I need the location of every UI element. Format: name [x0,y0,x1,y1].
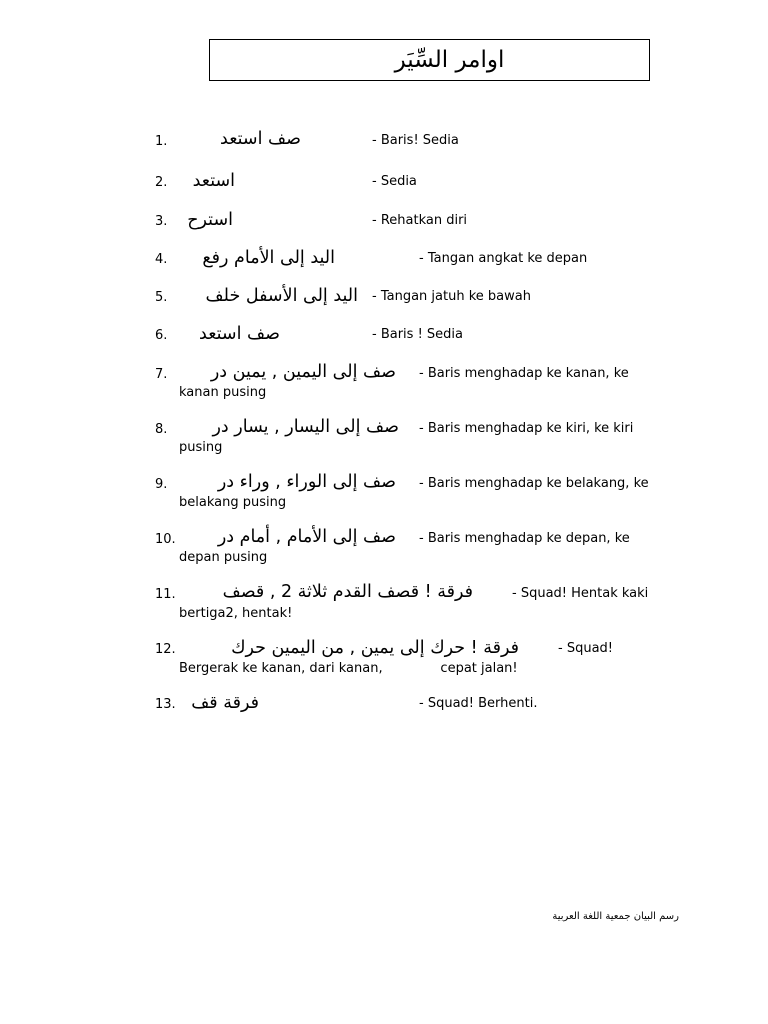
arabic-command: استرح [187,210,233,230]
malay-translation: - Sedia [372,174,417,189]
item-number: 7. [155,367,168,382]
item-number: 10. [155,532,176,547]
item-number: 1. [155,134,168,149]
malay-translation: - Tangan angkat ke depan [419,251,588,266]
malay-translation-continued: depan pusing [179,550,268,565]
malay-translation: - Baris menghadap ke kiri, ke kiri [419,421,634,436]
malay-translation-continued: belakang pusing [179,495,287,510]
malay-translation-continued: kanan pusing [179,385,267,400]
item-number: 9. [155,477,168,492]
item-number: 12. [155,642,176,657]
malay-translation-continued: pusing [179,440,223,455]
arabic-command: فرقة قف [191,693,259,713]
malay-translation: - Squad! [558,641,613,656]
arabic-command: اليد إلى الأمام رفع [202,248,335,268]
malay-translation: - Baris menghadap ke belakang, ke [419,476,649,491]
page-title: اوامر السِّيَر [394,47,505,73]
arabic-command: صف إلى اليمين , يمين در [210,362,396,382]
item-number: 6. [155,328,168,343]
malay-translation: - Baris menghadap ke depan, ke [419,531,630,546]
malay-translation: - Tangan jatuh ke bawah [372,289,531,304]
malay-translation: - Rehatkan diri [372,213,468,228]
malay-translation: - Baris menghadap ke kanan, ke [419,366,629,381]
malay-translation-continued: Bergerak ke kanan, dari kanan, cepat jalan! [179,661,518,676]
footer-credit: رسم البيان جمعية اللغة العربية [552,911,679,922]
arabic-command: اليد إلى الأسفل خلف [205,286,358,306]
malay-translation: - Baris! Sedia [372,133,459,148]
arabic-command: استعد [192,171,235,191]
arabic-command: فرقة ! حرك إلى يمين , من اليمين حرك [231,638,519,658]
malay-translation-continued: bertiga2, hentak! [179,606,293,621]
arabic-command: صف إلى الأمام , أمام در [217,527,396,547]
title-box [209,39,650,81]
malay-translation: - Baris ! Sedia [372,327,463,342]
malay-translation: - Squad! Hentak kaki [512,586,649,601]
arabic-command: صف استعد [220,129,301,149]
item-number: 11. [155,587,176,602]
item-number: 13. [155,697,176,712]
item-number: 4. [155,252,168,267]
item-number: 5. [155,290,168,305]
arabic-command: صف إلى اليسار , يسار در [212,417,399,437]
item-number: 8. [155,422,168,437]
arabic-command: فرقة ! قصف القدم ثلاثة 2 , قصف [222,582,473,602]
malay-translation: - Squad! Berhenti. [419,696,538,711]
arabic-command: صف إلى الوراء , وراء در [217,472,396,492]
arabic-command: صف استعد [199,324,280,344]
item-number: 2. [155,175,168,190]
item-number: 3. [155,214,168,229]
